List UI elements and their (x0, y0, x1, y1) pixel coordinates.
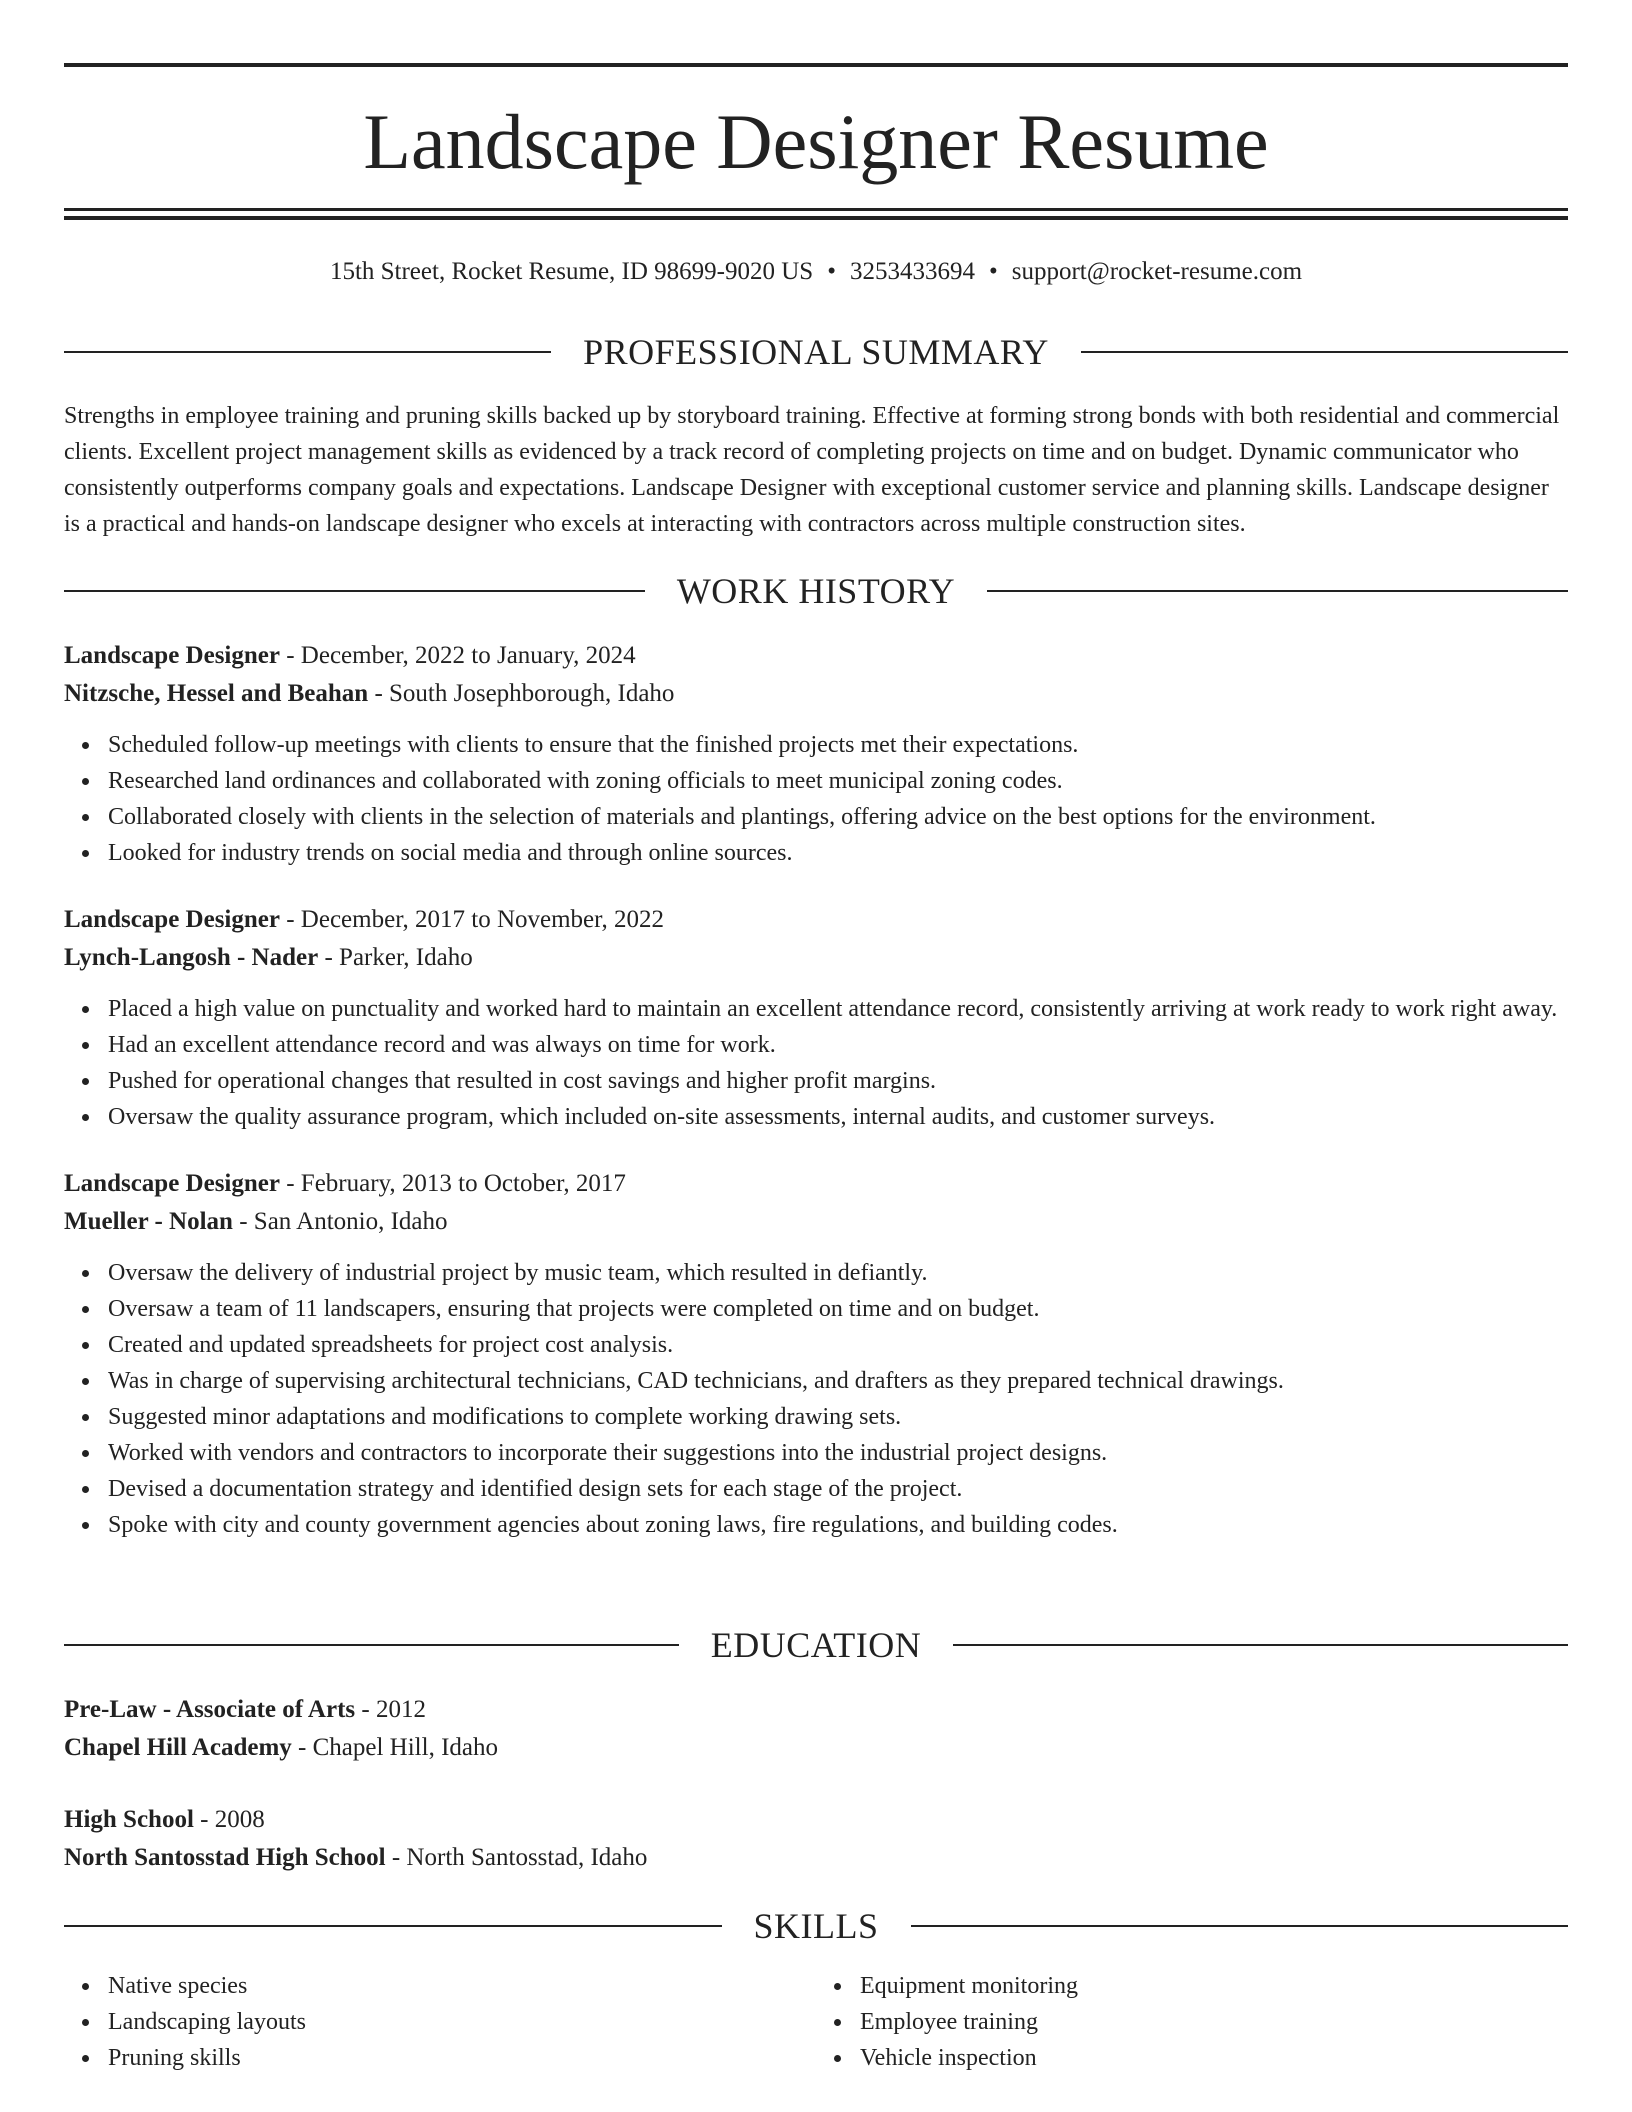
job-title-line (64, 1165, 1568, 1203)
list-item: Collaborated closely with clients in the selection of materials and plantings, offering advice on the best options for the environment. (108, 799, 1568, 835)
job-company-line (64, 939, 1568, 977)
education-section (64, 1621, 1568, 1877)
skill-item: Vehicle inspection (860, 2040, 1568, 2076)
job-dates: - December, 2022 to January, 2024 (279, 642, 636, 669)
job-company-line (64, 1203, 1568, 1241)
job-location: - San Antonio, Idaho (232, 1208, 448, 1235)
work-section (64, 567, 1568, 1543)
degree: Pre-Law - Associate of Arts (64, 1696, 356, 1723)
degree: High School (64, 1806, 194, 1833)
summary-text: Strengths in employee training and pruning skills backed up by storyboard training. Effective at forming strong bonds with both residential and commercial clients. Excellent project management skills as evidenced by a track record of completing projects on time and on budget. Dynamic communicator who consistently outperforms company goals and expectations. Landscape Designer with exceptional customer service and planning skills. Landscape designer is a practical and hands-on landscape designer who excels at interacting with contractors across multiple construction sites. (64, 403, 1560, 537)
list-item: Devised a documentation strategy and identified design sets for each stage of the project. (108, 1471, 1568, 1507)
skill-item: Pruning skills (108, 2040, 816, 2076)
degree-line (64, 1691, 1568, 1729)
section-title: WORK HISTORY (676, 571, 956, 611)
job-company-line (64, 675, 1568, 713)
degree-line (64, 1801, 1568, 1839)
heading-rule (953, 1644, 1568, 1646)
skill-item: Native species (108, 1968, 816, 2004)
list-item: Worked with vendors and contractors to incorporate their suggestions into the industrial project designs. (108, 1435, 1568, 1471)
degree-year: - 2008 (193, 1806, 265, 1833)
school-location: - Chapel Hill, Idaho (291, 1734, 498, 1761)
contact-separator: • (827, 258, 836, 285)
contact-separator: • (988, 258, 998, 285)
list-item: Had an excellent attendance record and was always on time for work. (108, 1027, 1568, 1063)
job-title: Landscape Designer (64, 642, 280, 669)
heading-rule (64, 590, 645, 592)
section-heading (64, 567, 1568, 615)
summary-section (64, 328, 1568, 542)
heading-rule (64, 351, 551, 353)
skills-columns (64, 1968, 1568, 2076)
contact-line (64, 254, 1568, 290)
education-entry (64, 1801, 1568, 1877)
job-location: - Parker, Idaho (318, 944, 473, 971)
list-item: Oversaw the delivery of industrial project by music team, which resulted in defiantly. (108, 1255, 1568, 1291)
list-item: Created and updated spreadsheets for project cost analysis. (108, 1327, 1568, 1363)
school: North Santosstad High School (64, 1844, 386, 1871)
degree-year: - 2012 (355, 1696, 426, 1723)
list-item: Researched land ordinances and collaborated with zoning officials to meet municipal zoning codes. (108, 763, 1568, 799)
job-company: Mueller - Nolan (64, 1208, 233, 1235)
list-item: Placed a high value on punctuality and worked hard to maintain an excellent attendance record, consistently arriving at work ready to work right away. (108, 991, 1568, 1027)
section-heading (64, 1902, 1568, 1950)
section-title: SKILLS (753, 1906, 879, 1946)
list-item: Pushed for operational changes that resulted in cost savings and higher profit margins. (108, 1063, 1568, 1099)
job-location: - South Josephborough, Idaho (368, 680, 675, 707)
skill-item: Equipment monitoring (860, 1968, 1568, 2004)
list-item: Oversaw the quality assurance program, which included on-site assessments, internal audits, and customer surveys. (108, 1099, 1568, 1135)
heading-rule (911, 1925, 1569, 1927)
contact-address: 15th Street, Rocket Resume, ID 98699-9020 US (329, 258, 814, 285)
heading-rule (1081, 351, 1568, 353)
section-heading (64, 1621, 1568, 1669)
heading-rule (64, 1925, 722, 1927)
job-bullets (64, 991, 1568, 1135)
skill-item: Employee training (860, 2004, 1568, 2040)
education-entry (64, 1691, 1568, 1767)
section-title: EDUCATION (710, 1625, 922, 1665)
job-entry (64, 1165, 1568, 1543)
heading-rule (987, 590, 1568, 592)
skills-list-left (64, 1968, 816, 2076)
job-dates: - December, 2017 to November, 2022 (279, 906, 664, 933)
school-location: - North Santosstad, Idaho (385, 1844, 648, 1871)
job-entry (64, 901, 1568, 1135)
job-entry (64, 637, 1568, 871)
skill-item: Landscaping layouts (108, 2004, 816, 2040)
job-dates: - February, 2013 to October, 2017 (279, 1170, 626, 1197)
job-bullets (64, 727, 1568, 871)
double-rule (64, 208, 1568, 220)
section-heading (64, 328, 1568, 376)
school-line (64, 1729, 1568, 1767)
top-rule (64, 63, 1568, 67)
heading-rule (64, 1644, 679, 1646)
skills-section (64, 1902, 1568, 2076)
contact-phone: 3253433694 (849, 258, 975, 285)
list-item: Oversaw a team of 11 landscapers, ensuring that projects were completed on time and on budget. (108, 1291, 1568, 1327)
resume-title: Landscape Designer Resume (363, 98, 1269, 185)
job-title: Landscape Designer (64, 906, 280, 933)
job-company: Lynch-Langosh - Nader (64, 944, 319, 971)
list-item: Spoke with city and county government agencies about zoning laws, fire regulations, and building codes. (108, 1507, 1568, 1543)
list-item: Looked for industry trends on social media and through online sources. (108, 835, 1568, 871)
section-title: PROFESSIONAL SUMMARY (583, 332, 1049, 372)
school: Chapel Hill Academy (64, 1734, 292, 1761)
contact-email: support@rocket-resume.com (1011, 258, 1303, 285)
school-line (64, 1839, 1568, 1877)
list-item: Was in charge of supervising architectural technicians, CAD technicians, and drafters as they prepared technical drawings. (108, 1363, 1568, 1399)
skills-list-right (816, 1968, 1568, 2076)
job-title-line (64, 637, 1568, 675)
job-bullets (64, 1255, 1568, 1543)
list-item: Scheduled follow-up meetings with clients to ensure that the finished projects met their expectations. (108, 727, 1568, 763)
job-title-line (64, 901, 1568, 939)
list-item: Suggested minor adaptations and modifications to complete working drawing sets. (108, 1399, 1568, 1435)
job-title: Landscape Designer (64, 1170, 280, 1197)
job-company: Nitzsche, Hessel and Beahan (64, 680, 369, 707)
